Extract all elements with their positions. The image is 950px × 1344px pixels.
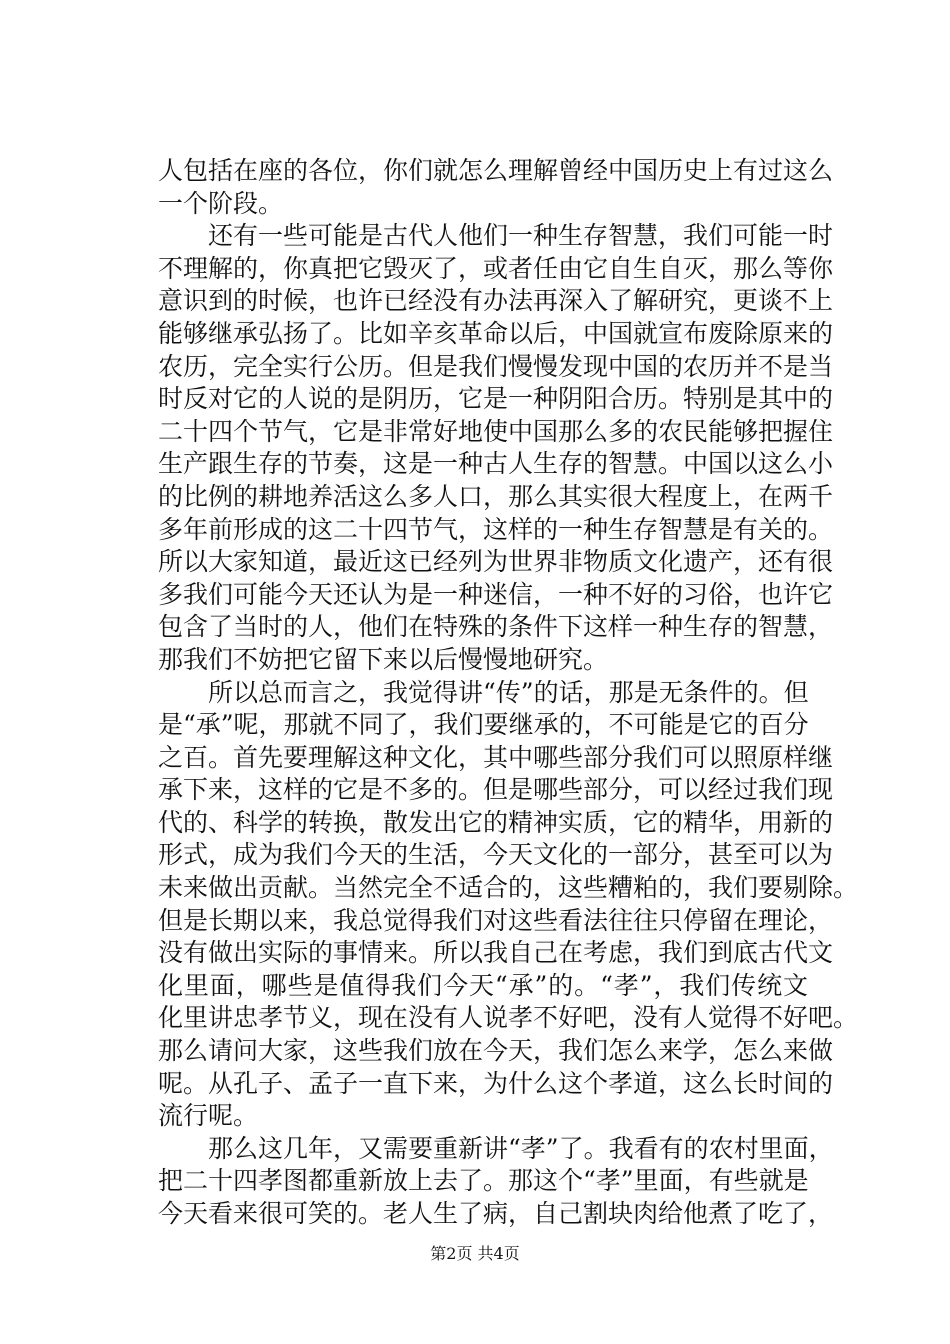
text-line: 之百。首先要理解这种文化，其中哪些部分我们可以照原样继 (158, 742, 834, 772)
text-line: 化里面，哪些是值得我们今天“承”的。“孝”，我们传统文 (158, 970, 808, 1000)
text-line: 的比例的耕地养活这么多人口，那么其实很大程度上，在两千 (158, 481, 834, 511)
text-line: 把二十四孝图都重新放上去了。那这个“孝”里面，有些就是 (158, 1166, 809, 1196)
text-line: 呢。从孔子、孟子一直下来，为什么这个孝道，这么长时间的 (158, 1068, 834, 1098)
text-line: 时反对它的人说的是阴历，它是一种阴阳合历。特别是其中的 (158, 384, 834, 414)
paragraph (158, 677, 859, 1133)
text-line: 生产跟生存的节奏，这是一种古人生存的智慧。中国以这么小 (158, 449, 834, 479)
text-line: 但是长期以来，我总觉得我们对这些看法往往只停留在理论， (158, 905, 834, 935)
text-line: 流行呢。 (158, 1101, 259, 1131)
text-line: 农历，完全实行公历。但是我们慢慢发现中国的农历并不是当 (158, 351, 834, 381)
text-line: 没有做出实际的事情来。所以我自己在考虑，我们到底古代文 (158, 938, 834, 968)
text-line: 一个阶段。 (158, 188, 284, 218)
text-line: 能够继承弘扬了。比如辛亥革命以后，中国就宣布废除原来的 (158, 318, 834, 348)
paragraph (158, 155, 834, 220)
paragraph (158, 1133, 834, 1231)
text-line: 那我们不妨把它留下来以后慢慢地研究。 (158, 644, 609, 674)
text-line: 形式，成为我们今天的生活，今天文化的一部分，甚至可以为 (158, 840, 834, 870)
document-body (158, 155, 859, 1231)
text-line: 多年前形成的这二十四节气，这样的一种生存智慧是有关的。 (158, 514, 834, 544)
text-line: 人包括在座的各位，你们就怎么理解曾经中国历史上有过这么 (158, 156, 834, 185)
text-line: 所以总而言之，我觉得讲“传”的话，那是无条件的。但 (208, 677, 809, 707)
text-line: 代的、科学的转换，散发出它的精神实质，它的精华，用新的 (158, 807, 834, 837)
text-line: 化里讲忠孝节义，现在没有人说孝不好吧，没有人觉得不好吧。 (158, 1003, 859, 1033)
text-line: 所以大家知道，最近这已经列为世界非物质文化遗产，还有很 (158, 547, 834, 577)
text-line: 是“承”呢，那就不同了，我们要继承的，不可能是它的百分 (158, 710, 809, 740)
text-line: 包含了当时的人，他们在特殊的条件下这样一种生存的智慧， (158, 612, 834, 642)
text-line: 那么这几年，又需要重新讲“孝”了。我看有的农村里面， (208, 1133, 834, 1163)
text-line: 不理解的，你真把它毁灭了，或者任由它自生自灭，那么等你 (158, 253, 834, 283)
text-line: 承下来，这样的它是不多的。但是哪些部分，可以经过我们现 (158, 775, 834, 805)
page-footer: 第2页 共4页 (430, 1244, 520, 1263)
text-line: 多我们可能今天还认为是一种迷信，一种不好的习俗，也许它 (158, 579, 834, 609)
text-line: 还有一些可能是古代人他们一种生存智慧，我们可能一时 (208, 221, 834, 251)
text-line: 二十四个节气，它是非常好地使中国那么多的农民能够把握住 (158, 416, 834, 446)
text-line: 未来做出贡献。当然完全不适合的，这些糟粕的，我们要剔除。 (158, 873, 859, 903)
text-line: 那么请问大家，这些我们放在今天，我们怎么来学，怎么来做 (158, 1036, 834, 1066)
paragraph (158, 220, 834, 676)
text-line: 意识到的时候，也许已经没有办法再深入了解研究，更谈不上 (158, 286, 834, 316)
text-line: 今天看来很可笑的。老人生了病，自己割块肉给他煮了吃了， (158, 1199, 834, 1228)
